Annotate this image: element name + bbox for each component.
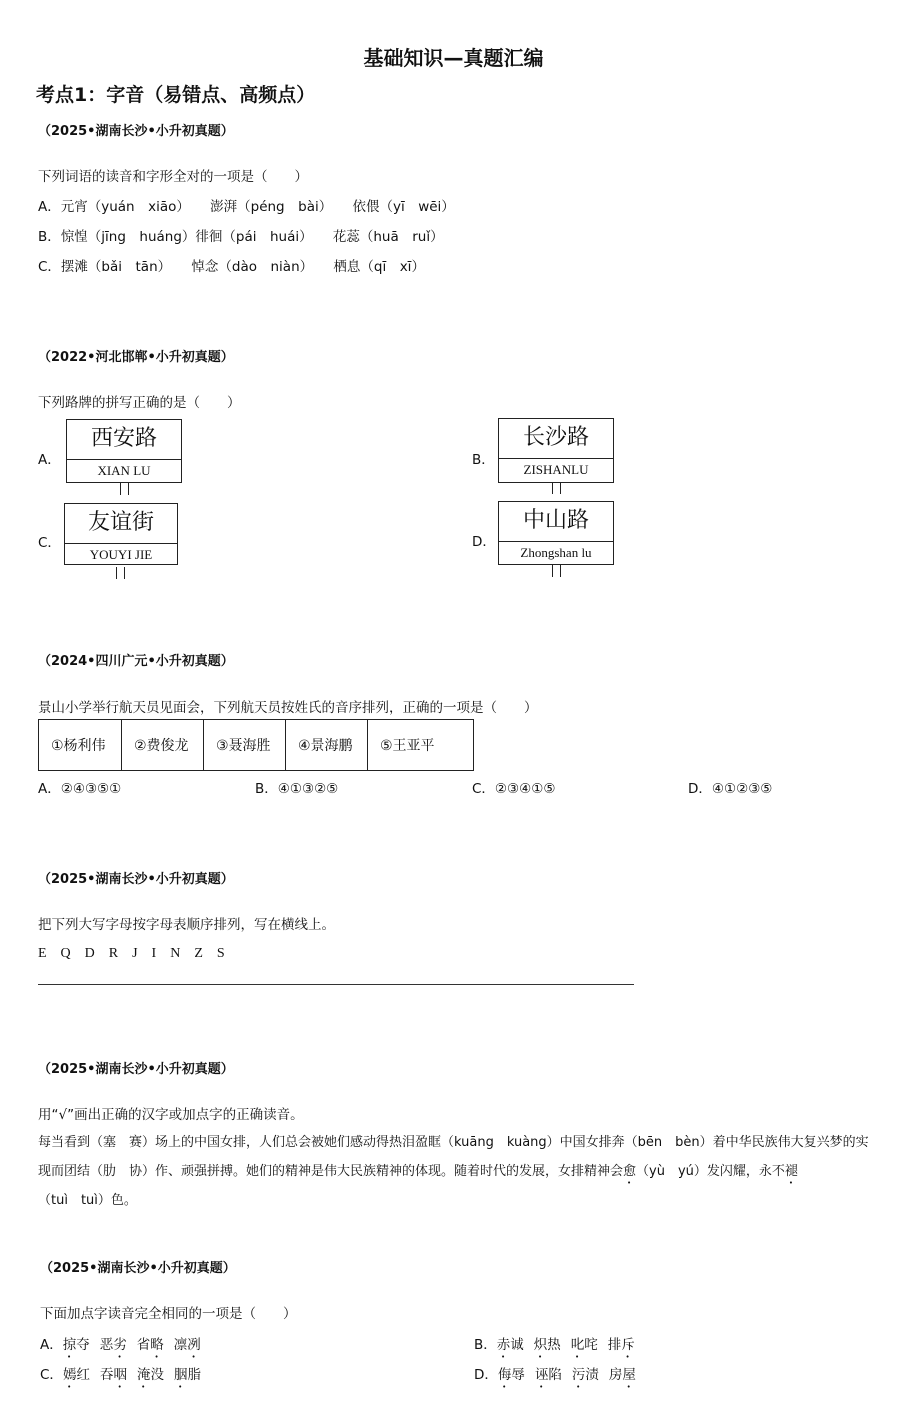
question-source: （2022•河北邯郸•小升初真题） xyxy=(38,350,234,365)
question-stem: 下面加点字读音完全相同的一项是（ ） xyxy=(40,1306,297,1322)
option-c: C．摆滩（bǎi tān） 悼念（dào niàn） 栖息（qī xī） xyxy=(38,259,425,275)
option-word: 省略 xyxy=(136,1337,164,1353)
sign-pinyin: Zhongshan lu xyxy=(520,545,592,560)
option-letter: C． xyxy=(40,1367,63,1383)
page-title: 基础知识—真题汇编 xyxy=(363,46,544,70)
option-a: A．②④③⑤① xyxy=(38,781,122,797)
astronaut-cell: ⑤王亚平 xyxy=(368,720,474,771)
question-stem: 下列路牌的拼写正确的是（ ） xyxy=(38,395,241,411)
road-sign-a xyxy=(66,419,182,497)
question-source: （2025•湖南长沙•小升初真题） xyxy=(38,1062,234,1077)
option-word: 房屋 xyxy=(608,1367,636,1383)
question-stem: 景山小学举行航天员见面会，下列航天员按姓氏的音序排列，正确的一项是（ ） xyxy=(38,700,538,716)
option-word: 凛冽 xyxy=(173,1337,201,1353)
question-source: （2025•湖南长沙•小升初真题） xyxy=(38,124,234,139)
option-c xyxy=(40,1363,201,1391)
option-word: 吞咽 xyxy=(99,1367,127,1383)
option-word: 掠夺 xyxy=(62,1337,90,1353)
option-letter: D． xyxy=(474,1367,498,1383)
option-word: 炽热 xyxy=(533,1337,561,1353)
option-word: 胭脂 xyxy=(173,1367,201,1383)
answer-line[interactable] xyxy=(38,984,634,985)
option-word: 淹没 xyxy=(136,1367,164,1383)
paragraph-text: 现而团结（肋 协）作、顽强拼搏。她们的精神是伟大民族精神的体现。随着时代的发展，女排精神会 xyxy=(38,1164,624,1179)
option-d xyxy=(474,1363,636,1391)
option-word: 叱咤 xyxy=(570,1337,598,1353)
sign-pinyin: ZISHANLU xyxy=(523,462,589,477)
option-c: C．②③④①⑤ xyxy=(472,781,556,797)
letter-list: E Q D R J I N Z S xyxy=(38,946,225,961)
question-source: （2025•湖南长沙•小升初真题） xyxy=(40,1261,236,1276)
sign-pinyin: XIAN LU xyxy=(97,463,151,478)
question-source: （2024•四川广元•小升初真题） xyxy=(38,654,234,669)
road-sign-c xyxy=(64,503,178,581)
option-a: A．元宵（yuán xiāo） 澎湃（péng bài） 依偎（yī wēi） xyxy=(38,199,455,215)
paragraph-text: （yù yú）发闪耀，永不 xyxy=(636,1164,785,1179)
astronaut-cell: ②费俊龙 xyxy=(122,720,204,771)
option-a-label: A． xyxy=(38,452,61,468)
option-d-label: D． xyxy=(472,534,496,550)
astronaut-cell: ④景海鹏 xyxy=(286,720,368,771)
option-d: D．④①②③⑤ xyxy=(688,781,773,797)
sign-chinese: 友谊街 xyxy=(87,510,154,535)
question-source: （2025•湖南长沙•小升初真题） xyxy=(38,872,234,887)
sign-chinese: 长沙路 xyxy=(522,425,589,450)
dotted-char: 褪 xyxy=(784,1164,798,1179)
option-word: 诬陷 xyxy=(534,1367,562,1383)
paragraph-line-3: （tuì tuì）色。 xyxy=(38,1193,137,1208)
paragraph-line-2 xyxy=(38,1160,798,1187)
section-heading: 考点1：字音（易错点、高频点） xyxy=(36,84,316,106)
question-stem: 把下列大写字母按字母表顺序排列，写在横线上。 xyxy=(38,917,335,933)
sign-pinyin: YOUYI JIE xyxy=(89,547,153,562)
road-sign-b xyxy=(498,418,614,496)
astronaut-table xyxy=(38,719,474,771)
astronaut-cell: ①杨利伟 xyxy=(39,720,122,771)
option-a xyxy=(40,1333,201,1361)
option-c-label: C． xyxy=(38,535,61,551)
question-stem: 用“√”画出正确的汉字或加点字的正确读音。 xyxy=(38,1107,304,1123)
option-b: B．惊惶（jīng huáng）徘徊（pái huái） 花蕊（huā ruǐ） xyxy=(38,229,444,245)
option-word: 嫣红 xyxy=(62,1367,90,1383)
paragraph-line-1: 每当看到（塞 赛）场上的中国女排，人们总会被她们感动得热泪盈眶（kuāng kuàng）中国女排奔（bēn bèn）着中华民族伟大复兴梦的实 xyxy=(38,1135,869,1150)
astronaut-cell: ③聂海胜 xyxy=(204,720,286,771)
dotted-char: 愈 xyxy=(623,1164,637,1179)
option-letter: A． xyxy=(40,1337,63,1353)
option-word: 赤诚 xyxy=(496,1337,524,1353)
road-sign-d xyxy=(498,501,614,579)
option-word: 侮辱 xyxy=(497,1367,525,1383)
sign-chinese: 西安路 xyxy=(90,426,157,451)
sign-chinese: 中山路 xyxy=(522,508,589,533)
option-word: 恶劣 xyxy=(99,1337,127,1353)
option-word: 污渍 xyxy=(571,1367,599,1383)
option-word: 排斥 xyxy=(607,1337,635,1353)
option-b-label: B． xyxy=(472,452,495,468)
option-letter: B． xyxy=(474,1337,497,1353)
option-b: B．④①③②⑤ xyxy=(255,781,339,797)
option-b xyxy=(474,1333,635,1361)
question-stem: 下列词语的读音和字形全对的一项是（ ） xyxy=(38,169,308,185)
